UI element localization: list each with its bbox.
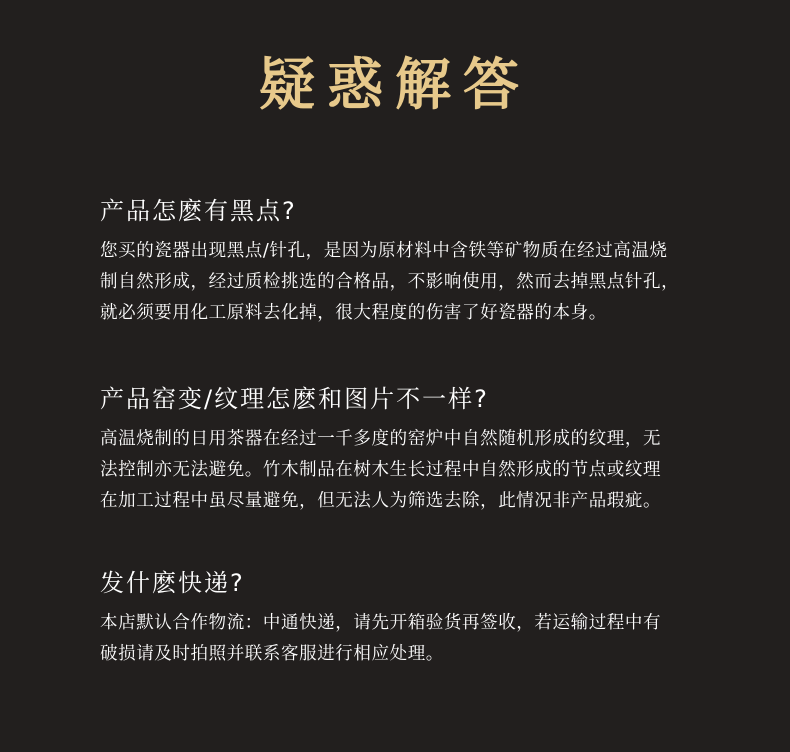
page-title: 疑惑解答 xyxy=(259,52,531,118)
faq-answer-line: 在加工过程中虽尽量避免，但无法人为筛选去除，此情况非产品瑕疵。 xyxy=(100,491,662,511)
faq-answer-line: 破损请及时拍照并联系客服进行相应处理。 xyxy=(100,644,444,664)
faq-question: 产品怎麽有黑点? xyxy=(100,197,297,225)
faq-item-black-spots xyxy=(100,194,760,329)
faq-answer-line: 法控制亦无法避免。竹木制品在树木生长过程中自然形成的节点或纹理 xyxy=(100,460,662,480)
faq-answer xyxy=(100,424,760,517)
faq-question: 产品窑变/纹理怎麽和图片不一样? xyxy=(100,385,489,413)
faq-item-shipping xyxy=(100,566,760,670)
faq-answer-line: 高温烧制的日用茶器在经过一千多度的窑炉中自然随机形成的纹理，无 xyxy=(100,429,662,449)
faq-answer-line: 本店默认合作物流：中通快递，请先开箱验货再签收，若运输过程中有 xyxy=(100,613,662,633)
faq-answer-line: 您买的瓷器出现黑点/针孔，是因为原材料中含铁等矿物质在经过高温烧 xyxy=(100,241,668,261)
faq-answer-line: 制自然形成，经过质检挑选的合格品，不影响使用，然而去掉黑点针孔， xyxy=(100,272,680,292)
faq-answer xyxy=(100,236,760,329)
faq-item-kiln-texture xyxy=(100,382,760,517)
faq-question: 发什麽快递? xyxy=(100,569,245,597)
faq-answer-line: 就必须要用化工原料去化掉，很大程度的伤害了好瓷器的本身。 xyxy=(100,303,607,323)
faq-answer xyxy=(100,608,760,670)
